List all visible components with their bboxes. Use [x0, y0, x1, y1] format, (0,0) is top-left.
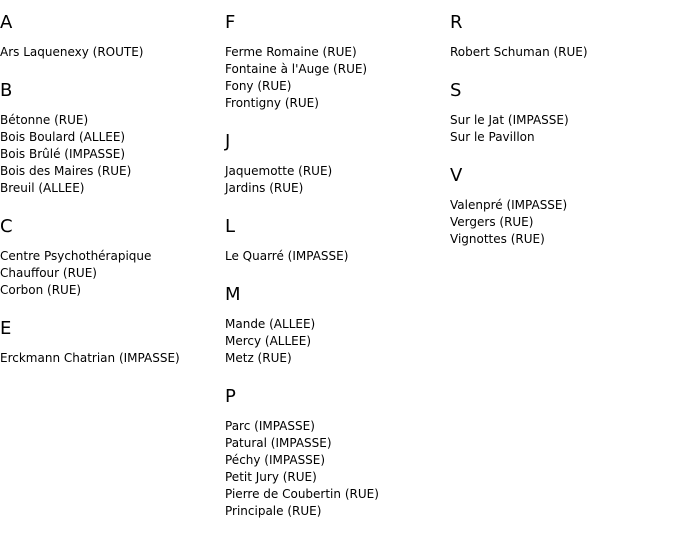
letter-heading: C — [0, 216, 13, 237]
street-link[interactable]: Jaquemotte (RUE) — [225, 164, 333, 178]
street-list — [0, 248, 225, 299]
street-column — [225, 11, 450, 538]
street-list — [225, 44, 450, 112]
street-list — [225, 163, 450, 197]
letter-group — [225, 215, 450, 265]
street-link[interactable]: Bétonne (RUE) — [0, 113, 89, 127]
letter-group — [0, 11, 225, 61]
street-link[interactable]: Sur le Jat (IMPASSE) — [450, 113, 569, 127]
letter-heading: V — [450, 165, 463, 186]
letter-group — [0, 317, 225, 367]
street-link[interactable]: Pierre de Coubertin (RUE) — [225, 487, 379, 501]
street-link[interactable]: Centre Psychothérapique — [0, 249, 152, 263]
street-link[interactable]: Patural (IMPASSE) — [225, 436, 332, 450]
street-link[interactable]: Bois Boulard (ALLEE) — [0, 130, 126, 144]
letter-heading: L — [225, 216, 236, 237]
letter-group — [450, 11, 675, 61]
street-link[interactable]: Le Quarré (IMPASSE) — [225, 249, 349, 263]
street-column — [0, 11, 225, 385]
street-link[interactable]: Breuil (ALLEE) — [0, 181, 85, 195]
street-link[interactable]: Mercy (ALLEE) — [225, 334, 312, 348]
street-list — [450, 112, 675, 146]
street-list — [225, 248, 450, 265]
street-list — [225, 418, 450, 520]
street-list — [450, 44, 675, 61]
street-list — [0, 112, 225, 197]
letter-heading: B — [0, 80, 13, 101]
street-link[interactable]: Vignottes (RUE) — [450, 232, 545, 246]
letter-heading: R — [450, 12, 463, 33]
letter-heading: E — [0, 318, 12, 339]
street-link[interactable]: Péchy (IMPASSE) — [225, 453, 326, 467]
street-link[interactable]: Vergers (RUE) — [450, 215, 534, 229]
letter-heading: A — [0, 12, 13, 33]
letter-heading: M — [225, 284, 241, 305]
street-link[interactable]: Frontigny (RUE) — [225, 96, 319, 110]
street-link[interactable]: Metz (RUE) — [225, 351, 292, 365]
street-link[interactable]: Principale (RUE) — [225, 504, 322, 518]
street-link[interactable]: Robert Schuman (RUE) — [450, 45, 588, 59]
street-link[interactable]: Valenpré (IMPASSE) — [450, 198, 568, 212]
street-link[interactable]: Corbon (RUE) — [0, 283, 82, 297]
letter-heading: J — [225, 131, 231, 152]
street-link[interactable]: Jardins (RUE) — [225, 181, 304, 195]
letter-group — [225, 11, 450, 112]
street-link[interactable]: Parc (IMPASSE) — [225, 419, 315, 433]
street-link[interactable]: Mande (ALLEE) — [225, 317, 316, 331]
letter-group — [225, 385, 450, 520]
street-link[interactable]: Erckmann Chatrian (IMPASSE) — [0, 351, 180, 365]
letter-heading: S — [450, 80, 462, 101]
letter-heading: P — [225, 386, 236, 407]
street-list — [0, 350, 225, 367]
street-link[interactable]: Fony (RUE) — [225, 79, 292, 93]
letter-group — [0, 79, 225, 197]
street-link[interactable]: Fontaine à l'Auge (RUE) — [225, 62, 368, 76]
street-list — [225, 316, 450, 367]
letter-group — [225, 283, 450, 367]
street-link[interactable]: Ars Laquenexy (ROUTE) — [0, 45, 144, 59]
letter-group — [450, 79, 675, 146]
street-list — [0, 44, 225, 61]
street-link[interactable]: Ferme Romaine (RUE) — [225, 45, 357, 59]
street-link[interactable]: Sur le Pavillon — [450, 130, 535, 144]
letter-heading: F — [225, 12, 236, 33]
street-link[interactable]: Bois des Maires (RUE) — [0, 164, 132, 178]
letter-group — [450, 164, 675, 248]
street-column — [450, 11, 675, 266]
street-link[interactable]: Chauffour (RUE) — [0, 266, 97, 280]
street-link[interactable]: Petit Jury (RUE) — [225, 470, 317, 484]
letter-group — [225, 130, 450, 197]
street-link[interactable]: Bois Brûlé (IMPASSE) — [0, 147, 126, 161]
letter-group — [0, 215, 225, 299]
street-list — [450, 197, 675, 248]
